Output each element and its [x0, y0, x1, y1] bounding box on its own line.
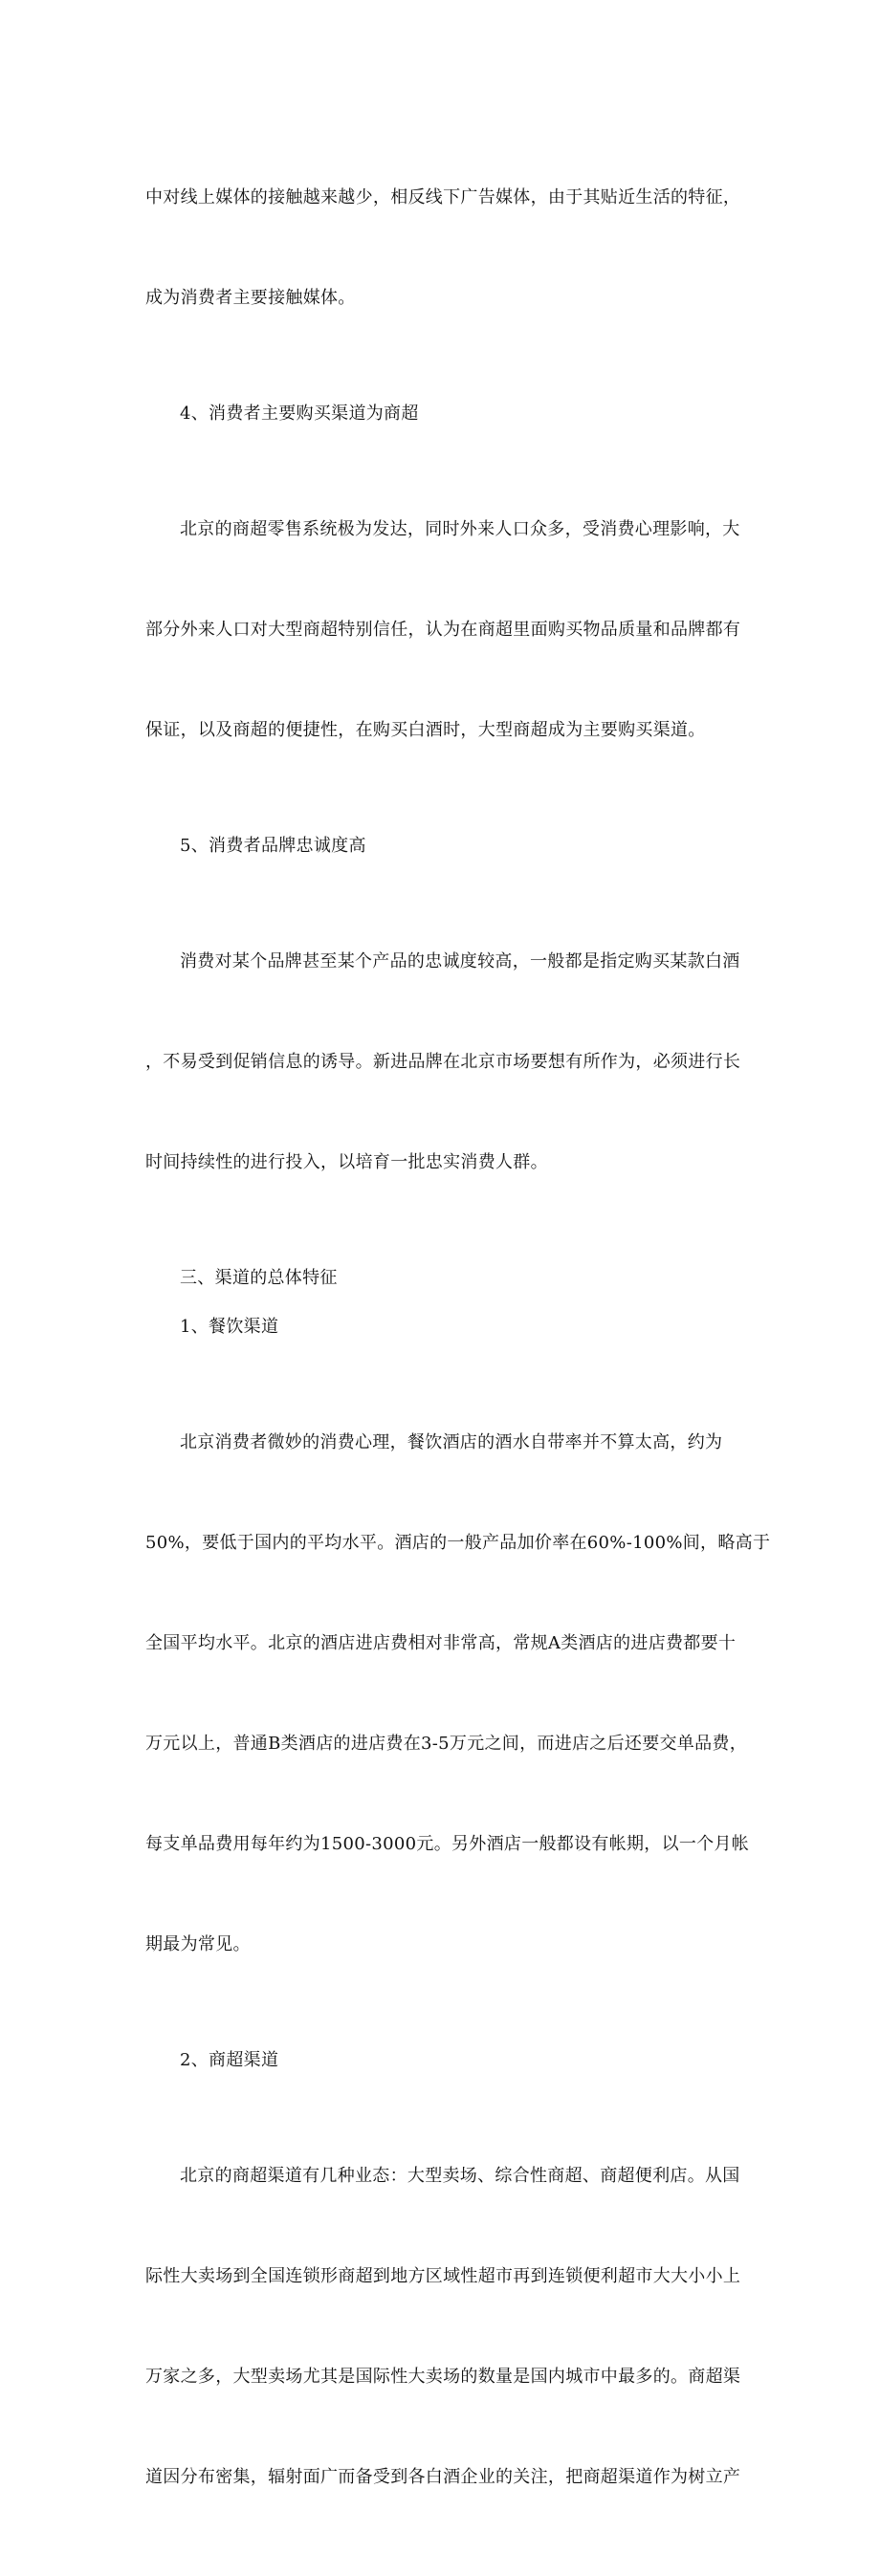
document-body — [145, 114, 771, 2576]
heading-supermarket-channel: 2、商超渠道 — [180, 2050, 279, 2070]
text-line: 时间持续性的进行投入，以培育一批忠实消费人群。 — [145, 1152, 548, 1172]
text-line: 中对线上媒体的接触越来越少，相反线下广告媒体，由于其贴近生活的特征， — [145, 187, 741, 207]
paragraph-supermarket-channel — [145, 2092, 742, 2561]
paragraph-brand-loyalty — [145, 878, 742, 1246]
text-line: 全国平均水平。北京的酒店进店费相对非常高，常规A类酒店的进店费都要十 — [145, 1633, 737, 1653]
text-line: 北京的商超渠道有几种业态：大型卖场、综合性商超、商超便利店。从国 — [180, 2166, 740, 2186]
text-line: 北京消费者微妙的消费心理，餐饮酒店的酒水自带率并不算太高，约为 — [180, 1432, 723, 1452]
text-line: 万家之多，大型卖场尤其是国际性大卖场的数量是国内城市中最多的。商超渠 — [145, 2367, 741, 2387]
text-line: 际性大卖场到全国连锁形商超到地方区域性超市再到连锁便利超市大大小小上 — [145, 2266, 741, 2286]
text-line: 成为消费者主要接触媒体。 — [145, 288, 356, 308]
paragraph-supermarket-retail — [145, 446, 742, 814]
text-line: 部分外来人口对大型商超特别信任，认为在商超里面购买物品质量和品牌都有 — [145, 620, 741, 640]
text-line: 消费对某个品牌甚至某个产品的忠诚度较高，一般都是指定购买某款白酒 — [180, 951, 740, 971]
paragraph-catering-channel — [145, 1359, 771, 2028]
text-line: 北京的商超零售系统极为发达，同时外来人口众多，受消费心理影响，大 — [180, 519, 740, 539]
text-line: 50%，要低于国内的平均水平。酒店的一般产品加价率在60%-100%间，略高于 — [145, 1533, 771, 1553]
text-line: 道因分布密集，辐射面广而备受到各白酒企业的关注，把商超渠道作为树立产 — [145, 2467, 741, 2487]
text-line: ，不易受到促销信息的诱导。新进品牌在北京市场要想有所作为，必须进行长 — [145, 1052, 741, 1072]
heading-purchase-channel: 4、消费者主要购买渠道为商超 — [180, 404, 419, 424]
text-line: 每支单品费用每年约为1500-3000元。另外酒店一般都设有帐期，以一个月帐 — [145, 1834, 750, 1854]
heading-catering-channel: 1、餐饮渠道 — [180, 1317, 279, 1337]
text-line: 万元以上，普通B类酒店的进店费在3-5万元之间，而进店之后还要交单品费， — [145, 1734, 748, 1754]
heading-brand-loyalty: 5、消费者品牌忠诚度高 — [180, 836, 366, 856]
heading-channel-overview: 三、渠道的总体特征 — [180, 1268, 338, 1288]
text-line: 期最为常见。 — [145, 1934, 251, 1954]
paragraph-media-contact — [145, 114, 742, 382]
text-line: 保证，以及商超的便捷性，在购买白酒时，大型商超成为主要购买渠道。 — [145, 720, 706, 740]
